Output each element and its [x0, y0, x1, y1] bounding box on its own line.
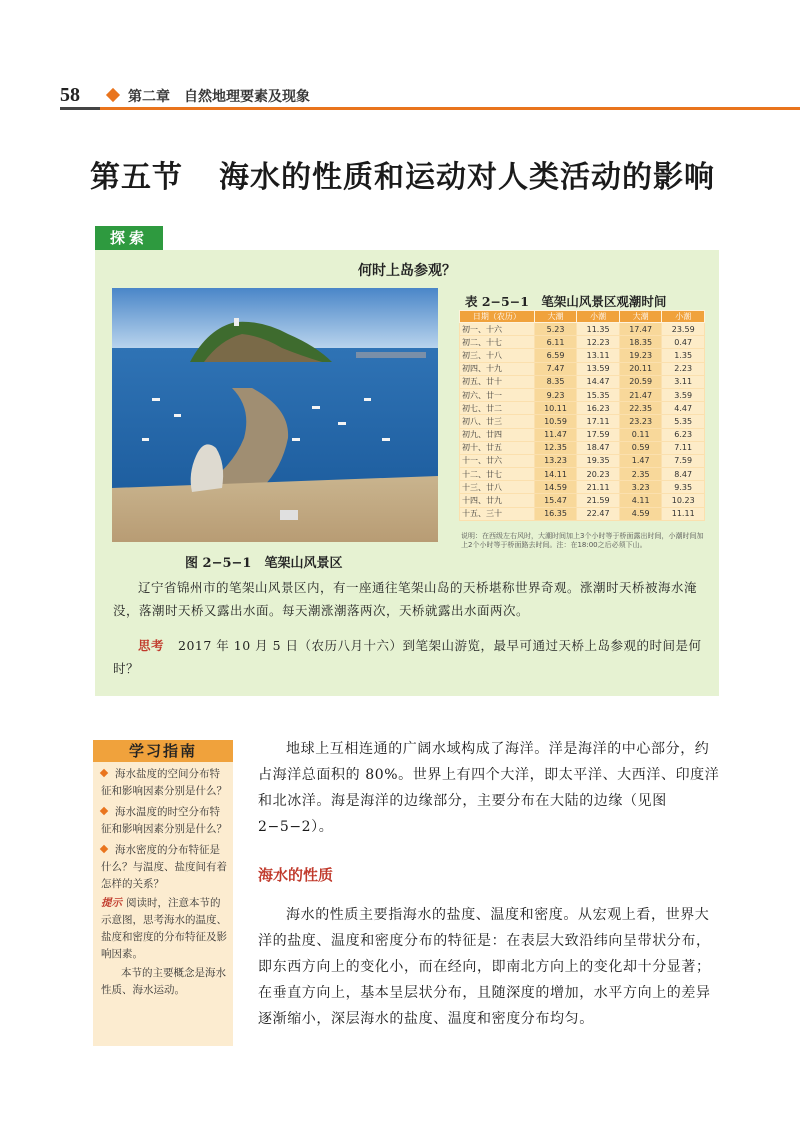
table-row — [460, 415, 705, 428]
table-cell: 6.23 — [662, 428, 705, 441]
table-cell: 3.59 — [662, 388, 705, 401]
table-cell: 13.11 — [577, 349, 620, 362]
intro-paragraph: 地球上互相连通的广阔水域构成了海洋。洋是海洋的中心部分，约占海洋总面积的 80%。世界上有四个大洋，即太平洋、大西洋、印度洋和北冰洋。海是海洋的边缘部分，主要分布在大陆的边缘（见图 2−5−2）。 — [258, 741, 720, 835]
table-cell: 1.47 — [619, 454, 662, 467]
table-cell: 22.47 — [577, 507, 620, 520]
guide-item-text: 海水盐度的空间分布特征和影响因素分别是什么？ — [101, 768, 227, 797]
table-cell: 初八、廿三 — [460, 415, 535, 428]
table-cell: 6.11 — [534, 336, 577, 349]
figure-caption: 图 2−5−1 笔架山风景区 — [185, 556, 343, 571]
guide-hint — [93, 893, 233, 963]
table-cell: 23.23 — [619, 415, 662, 428]
table-cell: 十三、廿八 — [460, 481, 535, 494]
table-row — [460, 441, 705, 454]
table-cell: 15.47 — [534, 494, 577, 507]
table-cell: 十四、廿九 — [460, 494, 535, 507]
hint-label: 提示 — [101, 897, 122, 909]
table-cell: 初三、十八 — [460, 349, 535, 362]
table-note: 说明：在西级左右风时，大潮时间加上3个小时等于桥面露出时间，小潮时间加上2个小时等于桥面路去时间。注：在18:00之后必须下山。 — [461, 532, 704, 549]
table-cell: 13.23 — [534, 454, 577, 467]
table-row — [460, 323, 705, 336]
guide-item — [93, 800, 233, 838]
table-cell: 18.35 — [619, 336, 662, 349]
table-cell: 4.59 — [619, 507, 662, 520]
col-neap-2: 小潮 — [662, 311, 705, 323]
table-cell: 13.59 — [577, 362, 620, 375]
guide-item-text: 海水密度的分布特征是什么？与温度、盐度间有着怎样的关系？ — [101, 844, 227, 890]
table-cell: 20.23 — [577, 468, 620, 481]
explore-question: 何时上岛参观？ — [358, 263, 456, 279]
section-heading: 海水的性质和运动对人类活动的影响 — [219, 160, 715, 195]
table-cell: 5.35 — [662, 415, 705, 428]
table-cell: 7.47 — [534, 362, 577, 375]
table-cell: 2.35 — [619, 468, 662, 481]
header-rule-orange — [100, 107, 800, 110]
study-guide — [93, 762, 233, 1046]
table-cell: 17.11 — [577, 415, 620, 428]
diamond-bullet-icon — [100, 845, 108, 853]
table-row — [460, 388, 705, 401]
table-row — [460, 481, 705, 494]
diamond-bullet-icon — [100, 807, 108, 815]
table-cell: 9.35 — [662, 481, 705, 494]
table-cell: 十一、廿六 — [460, 454, 535, 467]
table-cell: 14.11 — [534, 468, 577, 481]
guide-item — [93, 838, 233, 893]
table-cell: 8.35 — [534, 375, 577, 388]
table-cell: 11.35 — [577, 323, 620, 336]
table-cell: 0.59 — [619, 441, 662, 454]
table-cell: 0.11 — [619, 428, 662, 441]
table-row — [460, 507, 705, 520]
table-cell: 初六、廿一 — [460, 388, 535, 401]
col-date: 日期（农历） — [460, 311, 535, 323]
table-cell: 初十、廿五 — [460, 441, 535, 454]
section-title — [90, 152, 715, 196]
table-cell: 0.47 — [662, 336, 705, 349]
table-cell: 6.59 — [534, 349, 577, 362]
table-cell: 12.23 — [577, 336, 620, 349]
table-row — [460, 375, 705, 388]
table-cell: 4.47 — [662, 402, 705, 415]
subheading: 海水的性质 — [258, 866, 334, 884]
table-cell: 15.35 — [577, 388, 620, 401]
table-cell: 十五、三十 — [460, 507, 535, 520]
bijiashan-photo — [112, 288, 438, 542]
table-cell: 2.23 — [662, 362, 705, 375]
table-row — [460, 428, 705, 441]
explore-box — [95, 250, 719, 696]
table-cell: 11.11 — [662, 507, 705, 520]
table-title: 表 2−5−1 笔架山风景区观潮时间 — [465, 294, 667, 309]
guide-item-text: 海水温度的时空分布特征和影响因素分别是什么？ — [101, 806, 227, 835]
table-cell: 初四、十九 — [460, 362, 535, 375]
table-cell: 初五、廿十 — [460, 375, 535, 388]
chapter-title: 第二章 自然地理要素及现象 — [128, 89, 310, 105]
table-cell: 23.59 — [662, 323, 705, 336]
table-cell: 初一、十六 — [460, 323, 535, 336]
table-cell: 10.59 — [534, 415, 577, 428]
table-cell: 20.11 — [619, 362, 662, 375]
table-cell: 12.35 — [534, 441, 577, 454]
table-cell: 十二、廿七 — [460, 468, 535, 481]
table-cell: 初九、廿四 — [460, 428, 535, 441]
tide-table — [459, 310, 705, 521]
table-cell: 4.11 — [619, 494, 662, 507]
table-cell: 10.11 — [534, 402, 577, 415]
header-rule-dark — [60, 107, 100, 110]
table-cell: 1.35 — [662, 349, 705, 362]
table-row — [460, 468, 705, 481]
table-cell: 14.47 — [577, 375, 620, 388]
table-cell: 21.59 — [577, 494, 620, 507]
table-row — [460, 336, 705, 349]
page-number: 58 — [60, 84, 80, 106]
think-block — [113, 634, 705, 680]
properties-paragraph: 海水的性质主要指海水的盐度、温度和密度。从宏观上看，世界大洋的盐度、温度和密度分布的特征是：在表层大致沿纬向呈带状分布，即东西方向上的变化小，而在经向，即南北方向上的变化却十分显著；在垂直方向上，基本呈层状分布，且随深度的增加，水平方向上的差异逐渐缩小，深层海水的盐度、温度和密度分布均匀。 — [258, 907, 711, 1027]
table-cell: 5.23 — [534, 323, 577, 336]
table-cell: 10.23 — [662, 494, 705, 507]
table-cell: 20.59 — [619, 375, 662, 388]
table-row — [460, 402, 705, 415]
table-cell: 14.59 — [534, 481, 577, 494]
page-header — [0, 82, 800, 112]
table-cell: 8.47 — [662, 468, 705, 481]
table-cell: 21.11 — [577, 481, 620, 494]
table-cell: 9.23 — [534, 388, 577, 401]
think-label: 思考 — [138, 638, 165, 653]
table-row — [460, 349, 705, 362]
think-text: 2017 年 10 月 5 日（农历八月十六）到笔架山游览，最早可通过天桥上岛参观的时间是何时？ — [113, 638, 702, 676]
table-cell: 16.35 — [534, 507, 577, 520]
guide-item — [93, 762, 233, 800]
explore-tab: 探索 — [95, 226, 163, 250]
col-spring-2: 大潮 — [619, 311, 662, 323]
table-row — [460, 494, 705, 507]
table-cell: 19.35 — [577, 454, 620, 467]
col-spring-1: 大潮 — [534, 311, 577, 323]
table-row — [460, 454, 705, 467]
col-neap-1: 小潮 — [577, 311, 620, 323]
table-cell: 11.47 — [534, 428, 577, 441]
section-number: 第五节 — [90, 160, 183, 195]
table-cell: 21.47 — [619, 388, 662, 401]
table-row — [460, 362, 705, 375]
table-cell: 19.23 — [619, 349, 662, 362]
table-cell: 16.23 — [577, 402, 620, 415]
table-cell: 3.11 — [662, 375, 705, 388]
table-cell: 3.23 — [619, 481, 662, 494]
table-cell: 7.11 — [662, 441, 705, 454]
table-cell: 17.59 — [577, 428, 620, 441]
diamond-icon — [106, 88, 120, 102]
diamond-bullet-icon — [100, 769, 108, 777]
table-header-row — [460, 311, 705, 323]
table-cell: 7.59 — [662, 454, 705, 467]
explore-body: 辽宁省锦州市的笔架山风景区内，有一座通往笔架山岛的天桥堪称世界奇观。涨潮时天桥被海水淹没，落潮时天桥又露出水面。每天潮涨潮落两次，天桥就露出水面两次。 — [113, 580, 698, 618]
table-cell: 初七、廿二 — [460, 402, 535, 415]
table-cell: 18.47 — [577, 441, 620, 454]
hint-text: 阅读时，注意本节的示意图，思考海水的温度、盐度和密度的分布特征及影响因素。 — [101, 897, 227, 960]
table-cell: 初二、十七 — [460, 336, 535, 349]
table-cell: 22.35 — [619, 402, 662, 415]
table-cell: 17.47 — [619, 323, 662, 336]
guide-summary: 本节的主要概念是海水性质、海水运动。 — [101, 967, 226, 996]
guide-title: 学习指南 — [93, 740, 233, 762]
